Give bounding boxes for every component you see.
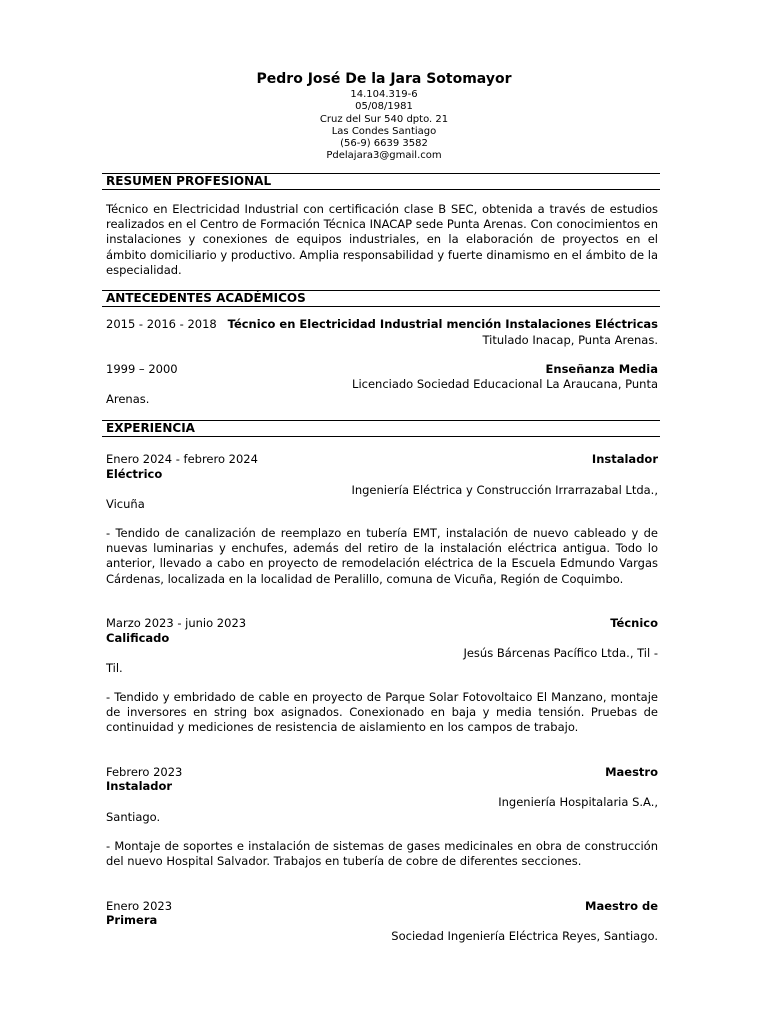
education-years: 1999 – 2000 (106, 362, 178, 376)
job-header (106, 616, 658, 632)
education-item (106, 362, 658, 378)
candidate-name: Pedro José De la Jara Sotomayor (256, 71, 512, 87)
job-company: Sociedad Ingeniería Eléctrica Reyes, Santiago. (391, 929, 658, 943)
job-dates: Marzo 2023 - junio 2023 (106, 616, 247, 630)
address: Cruz del Sur 540 dpto. 21 (319, 113, 449, 125)
education-degree: Técnico en Electricidad Industrial mención Instalaciones Eléctricas (227, 317, 658, 331)
job-company-cont: Vicuña (106, 497, 145, 511)
job-company-cont: Santiago. (106, 810, 161, 824)
job-header (106, 452, 658, 468)
job-role-cont: Eléctrico (106, 467, 163, 481)
job-description: - Tendido de canalización de reemplazo en tubería EMT, instalación de nuevo cableado y de nuevas luminarias y enchufes, además del retiro de la instalación eléctrica antigua. Todo lo anterior, llevado a cabo en proyecto de remodelación eléctrica de la Escuela Edmundo Vargas Cárdenas, localizada en la localidad de Peralillo, comuna de Vicuña, Región de Coquimbo. (106, 526, 658, 586)
job-company-cont: Til. (106, 661, 123, 675)
job-description: - Montaje de soportes e instalación de sistemas de gases medicinales en obra de construcción del nuevo Hospital Salvador. Trabajos en tubería de cobre de diferentes secciones. (106, 839, 658, 869)
section-title-education: ANTECEDENTES ACADÉMICOS (102, 290, 660, 307)
job-role: Técnico (610, 616, 658, 630)
education-item (106, 317, 658, 333)
rut: 14.104.319-6 (350, 89, 418, 100)
education-detail: Titulado Inacap, Punta Arenas. (482, 333, 658, 347)
job-role: Maestro de (585, 899, 658, 913)
phone: (56-9) 6639 3582 (340, 138, 428, 150)
job-dates: Febrero 2023 (106, 765, 183, 779)
contact-header (0, 71, 768, 163)
birthdate: 05/08/1981 (355, 101, 413, 113)
job-role-cont: Calificado (106, 631, 170, 645)
job-company: Ingeniería Hospitalaria S.A., (498, 795, 658, 809)
section-title-summary: RESUMEN PROFESIONAL (102, 173, 660, 190)
job-role-cont: Primera (106, 913, 158, 927)
job-company: Ingeniería Eléctrica y Construcción Irrarrazabal Ltda., (351, 483, 658, 497)
education-detail: Licenciado Sociedad Educacional La Araucana, Punta (352, 377, 658, 391)
job-role: Maestro (605, 765, 658, 779)
job-header (106, 899, 658, 915)
section-title-experience: EXPERIENCIA (102, 420, 660, 437)
job-company: Jesús Bárcenas Pacífico Ltda., Til - (463, 646, 658, 660)
job-description: - Tendido y embridado de cable en proyecto de Parque Solar Fotovoltaico El Manzano, montaje de inversores en string box asignados. Conexionado en baja y media tensión. Pruebas de continuidad y mediciones de resistencia de aislamiento en los campos de trabajo. (106, 690, 658, 735)
job-dates: Enero 2023 (106, 899, 173, 913)
job-role: Instalador (591, 452, 658, 466)
city: Las Condes Santiago (331, 125, 437, 137)
education-detail-cont: Arenas. (106, 392, 150, 406)
summary-text: Técnico en Electricidad Industrial con certificación clase B SEC, obtenida a través de estudios realizados en el Centro de Formación Técnica INACAP sede Punta Arenas. Con conocimientos en instalaciones y conexiones de equipos industriales, en la elaboración de proyectos en el ámbito domiciliario y productivo. Amplia responsabilidad y fuerte dinamismo en el ámbito de la especialidad. (106, 202, 658, 277)
education-degree: Enseñanza Media (545, 362, 658, 376)
job-dates: Enero 2024 - febrero 2024 (106, 452, 258, 466)
education-years: 2015 - 2016 - 2018 (106, 317, 217, 331)
job-header (106, 765, 658, 781)
job-role-cont: Instalador (106, 779, 173, 793)
email: Pdelajara3@gmail.com (326, 150, 442, 162)
